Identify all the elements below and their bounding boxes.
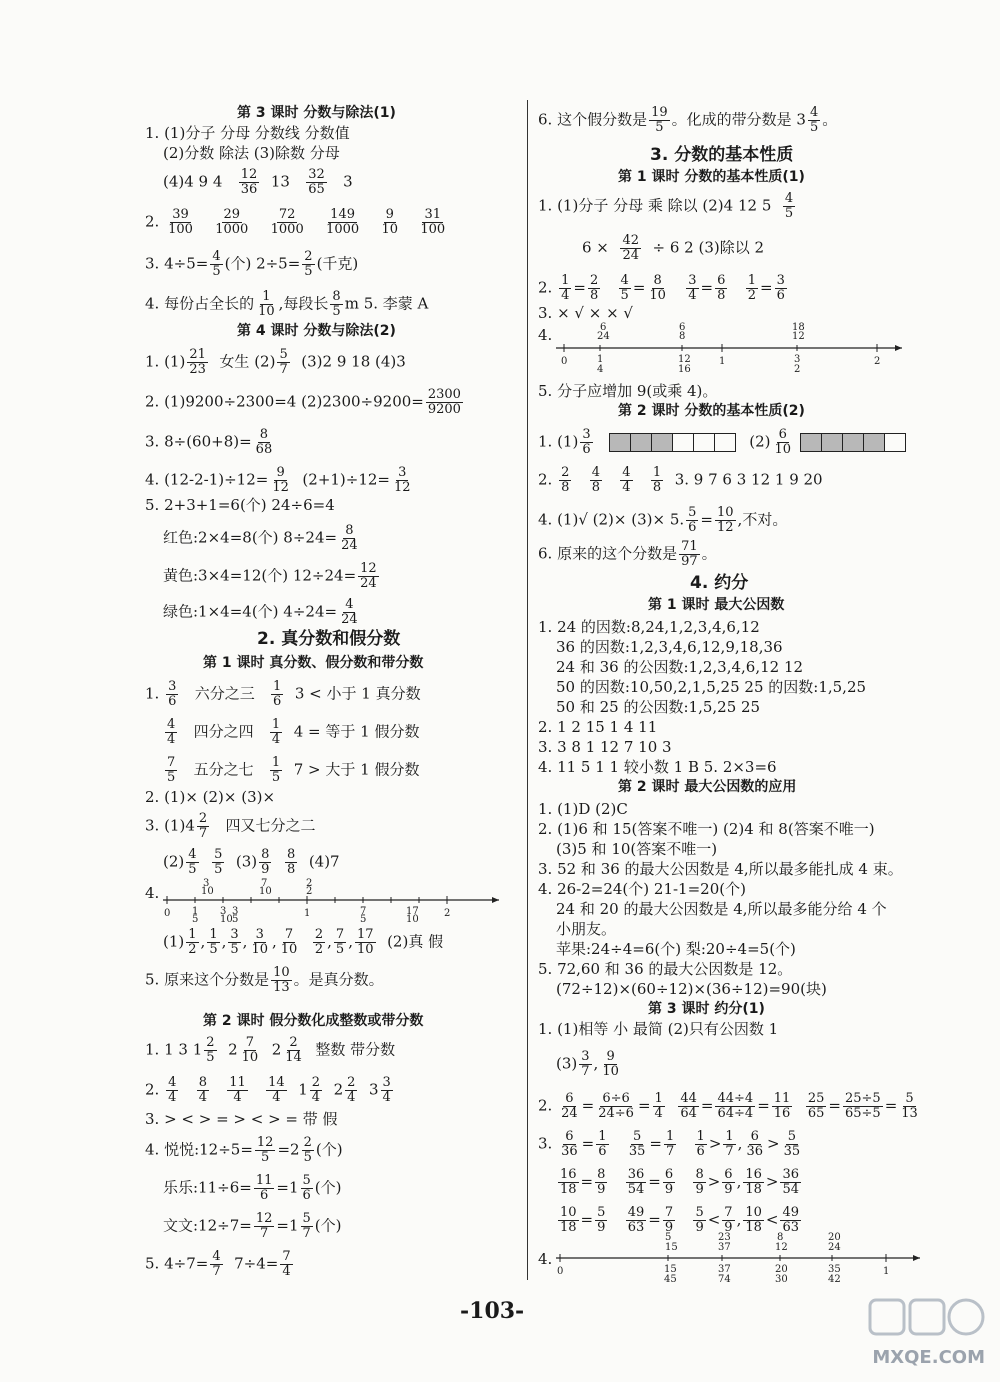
answer-line: 2. $\frac{4}{4}$ $\frac{8}{4}$ $\frac{11}{4}$ $\frac{14}{4}$ 1 $\frac{2}{4}$ 2 $\frac{2}{4}$ 3 $\frac{3}{4}$ — [145, 1075, 391, 1105]
answer-line: (72÷12)×(60÷12)×(36÷12)=90(块) — [556, 980, 827, 998]
svg-text:4: 4 — [597, 364, 604, 374]
answer-line: 4. — [145, 884, 160, 902]
unit-title: 3. 分数的基本性质 — [650, 145, 794, 165]
svg-text:12: 12 — [792, 331, 805, 342]
answer-line: 24 和 36 的公因数:1,2,3,4,6,12 12 — [556, 658, 804, 676]
lesson-title: 第 2 课时 假分数化成整数或带分数 — [203, 1013, 424, 1029]
fraction-bar-model — [800, 433, 905, 453]
svg-text:16: 16 — [678, 364, 691, 374]
answer-line: 2. $\frac{2}{8}$ $\frac{4}{8}$ $\frac{4}{4}$ $\frac{1}{8}$ 3. 9 7 6 3 12 1 9 20 — [538, 465, 823, 495]
svg-text:6: 6 — [679, 322, 686, 333]
answer-line: (2)分数 除法 (3)除数 分母 — [163, 144, 340, 162]
answer-line: (3) $\frac{3}{7}$ , $\frac{9}{10}$ — [556, 1049, 619, 1079]
svg-text:42: 42 — [828, 1274, 841, 1285]
svg-text:0: 0 — [164, 908, 171, 919]
answer-line: 3. (1)4 $\frac{2}{7}$ 四又七分之二 — [145, 811, 316, 841]
answer-line: 3. × √ × × √ — [538, 304, 633, 322]
lesson-title: 第 3 课时 约分(1) — [648, 1001, 765, 1017]
answer-line: 50 和 25 的公因数:1,5,25 25 — [556, 698, 761, 716]
svg-text:0: 0 — [561, 356, 568, 367]
lesson-title: 第 1 课时 真分数、假分数和带分数 — [203, 655, 424, 671]
answer-line: 6. 这个假分数是 $\frac{19}{5}$ 。化成的带分数是 3 $\frac{4}{5}$ 。 — [538, 105, 838, 135]
number-line — [556, 1230, 926, 1290]
lesson-title: 第 4 课时 分数与除法(2) — [237, 323, 396, 339]
answer-line: 5. 原来这个分数是 $\frac{10}{13}$ 。是真分数。 — [145, 965, 384, 995]
answer-line: 4. (1)√ (2)× (3)× 5. $\frac{5}{6}$ = $\frac{10}{12}$ ,不对。 — [538, 505, 788, 535]
svg-text:10: 10 — [259, 886, 272, 897]
answer-line: 绿色:1×4=4(个) 4÷24= $\frac{4}{24}$ — [163, 597, 358, 627]
answer-line: 4. (12-2-1)÷12= $\frac{9}{12}$ (2+1)÷12= $\frac{3}{12}$ — [145, 465, 411, 495]
svg-text:10: 10 — [201, 886, 214, 897]
answer-line: 小朋友。 — [556, 920, 617, 938]
svg-text:5: 5 — [665, 1232, 672, 1243]
svg-text:2: 2 — [306, 878, 313, 889]
svg-text:7: 7 — [360, 906, 367, 917]
lesson-title: 第 3 课时 分数与除法(1) — [237, 105, 396, 121]
answer-line: 5. 72,60 和 36 的最大公因数是 12。 — [538, 960, 793, 978]
answer-line: 1. (1) $\frac{21}{23}$ 女生 (2) $\frac{5}{7}$ (3)2 9 18 (4)3 — [145, 347, 406, 377]
answer-line: 黄色:3×4=12(个) 12÷24= $\frac{12}{24}$ — [163, 561, 377, 591]
svg-text:2: 2 — [444, 908, 451, 919]
answer-line: 2. (1)× (2)× (3)× — [145, 788, 276, 806]
page-number: -103- — [460, 1298, 525, 1324]
answer-line: 4. 每份占全长的 $\frac{1}{10}$ ,每段长 $\frac{8}{5}$ m 5. 李蒙 A — [145, 289, 429, 319]
answer-line: 1. (1)相等 小 最简 (2)只有公因数 1 — [538, 1020, 779, 1038]
svg-text:5: 5 — [192, 914, 199, 924]
answer-line: 6. 原来的这个分数是 $\frac{71}{97}$ 。 — [538, 539, 717, 569]
answer-line: 5. 分子应增加 9(或乘 4)。 — [538, 382, 718, 400]
svg-text:3: 3 — [794, 354, 801, 365]
answer-line: $\frac{4}{4}$ 四分之四 $\frac{1}{4}$ 4 = 等于 1 假分数 — [167, 717, 420, 747]
svg-text:0: 0 — [557, 1266, 564, 1277]
answer-line: $\frac{7}{5}$ 五分之七 $\frac{1}{5}$ 7 > 大于 1 假分数 — [167, 755, 420, 785]
number-line — [556, 322, 906, 378]
answer-line: 1. (1)分子 分母 乘 除以 (2)4 12 5 $\frac{4}{5}$ — [538, 191, 794, 221]
answer-line: $\frac{10}{18}$ = $\frac{5}{9}$ $\frac{49}{63}$ = $\frac{7}{9}$ $\frac{5}{9}$ < $\frac{7}{9}$ , $\frac{10}{18}$ < $\frac{49}{63}$ — [560, 1205, 800, 1235]
answer-line: 1. (1) $\frac{3}{6}$ (2) $\frac{6}{10}$ — [538, 428, 905, 457]
svg-text:3: 3 — [220, 906, 227, 917]
svg-text:3: 3 — [232, 906, 239, 917]
svg-text:30: 30 — [775, 1274, 788, 1285]
answer-line: 3. > < > = > < > = 带 假 — [145, 1110, 338, 1128]
svg-text:1: 1 — [719, 356, 726, 367]
svg-text:1: 1 — [597, 354, 604, 365]
answer-line: 4. — [538, 1250, 553, 1268]
svg-text:8: 8 — [679, 331, 686, 342]
svg-text:2: 2 — [874, 356, 881, 367]
watermark-text: MXQE.COM — [872, 1347, 985, 1368]
svg-text:5: 5 — [232, 914, 239, 924]
svg-text:17: 17 — [406, 906, 419, 917]
svg-text:35: 35 — [828, 1264, 841, 1275]
svg-text:37: 37 — [718, 1242, 731, 1253]
lesson-title: 第 1 课时 分数的基本性质(1) — [618, 169, 805, 185]
answer-line: 2. (1)9200÷2300=4 (2)2300÷9200= $\frac{2300}{9200}$ — [145, 387, 461, 417]
fraction-bar-model — [609, 433, 735, 453]
svg-text:5: 5 — [360, 914, 367, 924]
answer-line: 6 × $\frac{42}{24}$ ÷ 6 2 (3)除以 2 — [582, 233, 765, 263]
svg-text:24: 24 — [597, 331, 610, 342]
svg-text:20: 20 — [828, 1232, 841, 1243]
column-divider — [527, 100, 528, 1280]
svg-text:12: 12 — [678, 354, 691, 365]
answer-line: 文文:12÷7= $\frac{12}{7}$ =1 $\frac{5}{7}$ (个) — [163, 1211, 342, 1241]
answer-line: 50 的因数:10,50,2,1,5,25 25 的因数:1,5,25 — [556, 678, 867, 696]
answer-line: 1. (1)分子 分母 分数线 分数值 — [145, 124, 350, 142]
svg-text:1: 1 — [192, 906, 199, 917]
answer-line: 4. 11 5 1 1 较小数 1 B 5. 2×3=6 — [538, 758, 777, 776]
svg-text:2: 2 — [306, 886, 313, 897]
svg-text:45: 45 — [664, 1274, 677, 1285]
lesson-title: 第 2 课时 最大公因数的应用 — [618, 779, 797, 795]
svg-text:15: 15 — [664, 1264, 677, 1275]
svg-text:10: 10 — [220, 914, 233, 924]
answer-line: 4. 26-2=24(个) 21-1=20(个) — [538, 880, 746, 898]
svg-text:15: 15 — [665, 1242, 678, 1253]
answer-line: 1. $\frac{3}{6}$ 六分之三 $\frac{1}{6}$ 3 < 小于 1 真分数 — [145, 679, 421, 709]
svg-text:20: 20 — [775, 1264, 788, 1275]
answer-line: (1) $\frac{1}{2}$ , $\frac{1}{5}$ , $\frac{3}{5}$ , $\frac{3}{10}$ , $\frac{7}{10}$ $\frac{2}{2}$ , $\frac{7}{5}$ , $\frac{17}{10}$ (2)真 假 — [163, 927, 444, 957]
answer-line: 4. — [538, 326, 553, 344]
answer-line: 3. 3 8 1 12 7 10 3 — [538, 738, 672, 756]
svg-text:3: 3 — [203, 878, 210, 889]
answer-line: 3. 4÷5= $\frac{4}{5}$ (个) 2÷5= $\frac{2}{5}$ (千克) — [145, 249, 359, 279]
answer-line: 红色:2×4=8(个) 8÷24= $\frac{8}{24}$ — [163, 523, 358, 553]
svg-text:18: 18 — [792, 322, 805, 333]
answer-line: 2. $\frac{1}{4}$ = $\frac{2}{8}$ $\frac{4}{5}$ = $\frac{8}{10}$ $\frac{3}{4}$ = $\frac{6}{8}$ $\frac{1}{2}$ = $\frac{3}{6}$ — [538, 273, 785, 303]
answer-line: 3. 8÷(60+8)= $\frac{8}{68}$ — [145, 427, 273, 457]
answer-line: 4. 悦悦:12÷5= $\frac{12}{5}$ =2 $\frac{2}{5}$ (个) — [145, 1135, 343, 1165]
svg-text:2: 2 — [794, 364, 801, 374]
svg-text:1: 1 — [883, 1266, 890, 1277]
answer-line: 1. 24 的因数:8,24,1,2,3,4,6,12 — [538, 618, 760, 636]
answer-line: (2) $\frac{4}{5}$ $\frac{5}{5}$ (3) $\frac{8}{9}$ $\frac{8}{8}$ (4)7 — [163, 847, 340, 877]
answer-line: 2. $\frac{6}{24}$ = $\frac{6\div 6}{24\div 6}$ = $\frac{1}{4}$ $\frac{44}{64}$ = $\frac{44\div 4}{64\div 4}$ = $\frac{11}{16}$ $\frac{25}{65}$ = $\frac{25\div 5}{65\div 5}$ = $\frac{5}{13}$ — [538, 1091, 918, 1121]
lesson-title: 第 2 课时 分数的基本性质(2) — [618, 403, 805, 419]
answer-line: 5. 2+3+1=6(个) 24÷6=4 — [145, 496, 335, 514]
svg-text:8: 8 — [777, 1232, 784, 1243]
answer-line: 3. 52 和 36 的最大公因数是 4,所以最多能扎成 4 束。 — [538, 860, 903, 878]
answer-line: 2. (1)6 和 15(答案不唯一) (2)4 和 8(答案不唯一) — [538, 820, 875, 838]
answer-line: 1. (1)D (2)C — [538, 800, 628, 818]
svg-text:74: 74 — [718, 1274, 731, 1285]
svg-text:1: 1 — [304, 908, 311, 919]
svg-text:24: 24 — [828, 1242, 841, 1253]
answer-line: (3)5 和 10(答案不唯一) — [556, 840, 718, 858]
lesson-title: 第 1 课时 最大公因数 — [648, 597, 785, 613]
answer-line: 5. 4÷7= $\frac{4}{7}$ 7÷4= $\frac{7}{4}$ — [145, 1249, 291, 1279]
answer-line: 苹果:24÷4=6(个) 梨:20÷4=5(个) — [556, 940, 796, 958]
unit-title: 2. 真分数和假分数 — [257, 629, 401, 649]
svg-text:10: 10 — [406, 914, 419, 924]
answer-line: (4)4 9 4 $\frac{12}{36}$ 13 $\frac{32}{65}$ 3 — [163, 167, 353, 197]
svg-text:6: 6 — [600, 322, 607, 333]
answer-line: $\frac{16}{18}$ = $\frac{8}{9}$ $\frac{36}{54}$ = $\frac{6}{9}$ $\frac{8}{9}$ > $\frac{6}{9}$ , $\frac{16}{18}$ > $\frac{36}{54}$ — [560, 1167, 800, 1197]
svg-text:12: 12 — [775, 1242, 788, 1253]
answer-line: 24 和 20 的最大公因数是 4,所以最多能分给 4 个 — [556, 900, 887, 918]
svg-text:7: 7 — [261, 878, 268, 889]
number-line — [163, 878, 503, 928]
unit-title: 4. 约分 — [690, 573, 749, 593]
answer-line: 36 的因数:1,2,3,4,6,12,9,18,36 — [556, 638, 783, 656]
answer-line: 3. $\frac{6}{36}$ = $\frac{1}{6}$ $\frac{5}{35}$ = $\frac{1}{7}$ $\frac{1}{6}$ > $\frac{1}{7}$ , $\frac{6}{36}$ > $\frac{5}{35}$ — [538, 1129, 801, 1159]
answer-line: 2. 1 2 15 1 4 11 — [538, 718, 658, 736]
answer-line: 2. $\frac{39}{100}$ $\frac{29}{1000}$ $\frac{72}{1000}$ $\frac{149}{1000}$ $\frac{9}{10}$ $\frac{31}{100}$ — [145, 207, 446, 237]
answer-line: 乐乐:11÷6= $\frac{11}{6}$ =1 $\frac{5}{6}$ (个) — [163, 1173, 342, 1203]
svg-text:37: 37 — [718, 1264, 731, 1275]
svg-text:23: 23 — [718, 1232, 731, 1243]
answer-line: 1. 1 3 1 $\frac{2}{5}$ 2 $\frac{7}{10}$ 2 $\frac{2}{14}$ 整数 带分数 — [145, 1035, 396, 1065]
